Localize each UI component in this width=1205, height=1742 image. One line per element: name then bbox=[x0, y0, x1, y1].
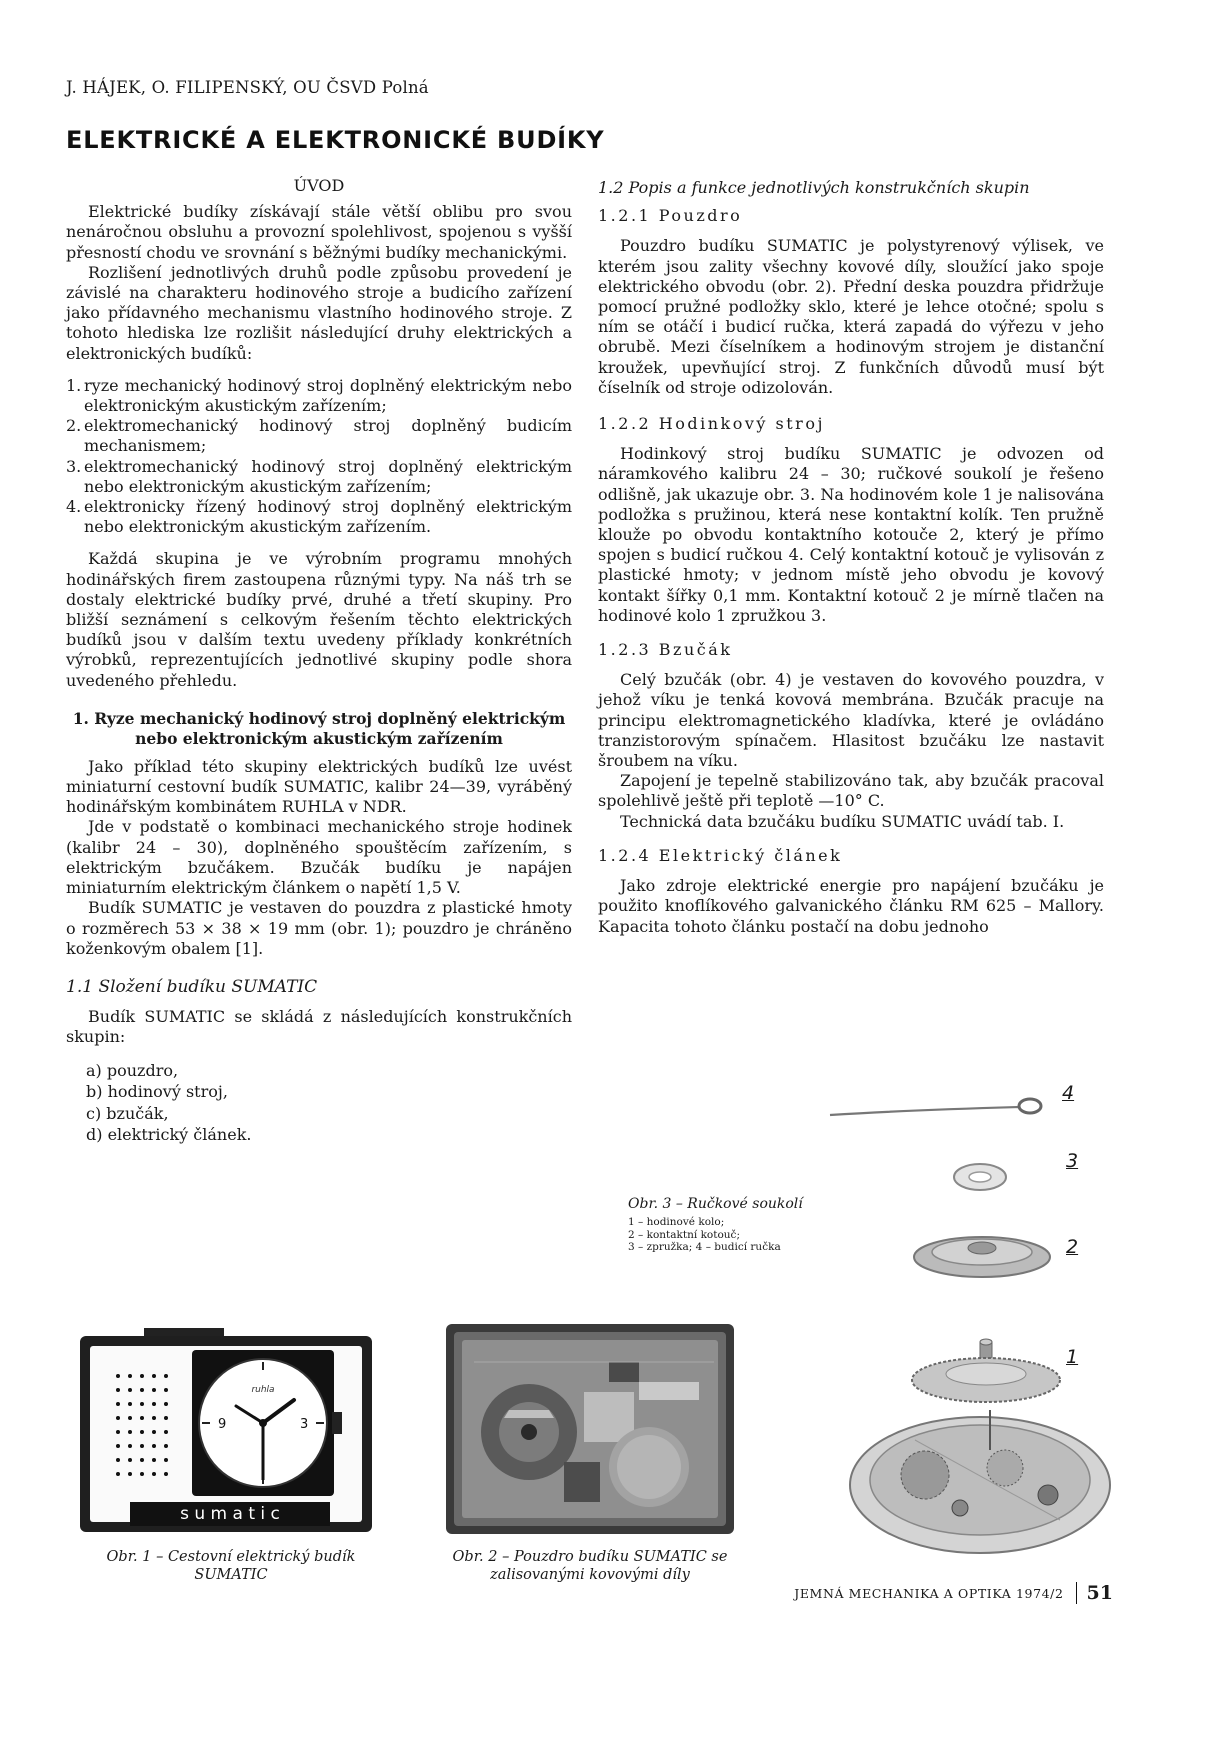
paragraph: Budík SUMATIC je vestaven do pouzdra z plastické hmoty o rozměrech 53 × 38 × 19 mm (obr. 1); pouzdro je chráněno koženkovým obalem [1]. bbox=[66, 898, 572, 958]
list-item: d) elektrický článek. bbox=[86, 1125, 252, 1145]
page-number: 51 bbox=[1086, 1582, 1113, 1604]
dial-number-3: 3 bbox=[300, 1417, 309, 1432]
page-footer bbox=[794, 1582, 1113, 1604]
paragraph: Rozlišení jednotlivých druhů podle způsobu provedení je závislé na charakteru hodinového stroje a budicího zařízení jako přídavného mechanismu vlastního hodinového stroje. Z tohoto hlediska lze rozlišit následující druhy elektrických a elektronických budíků: bbox=[66, 262, 572, 363]
list-item: 2. elektromechanický hodinový stroj doplněný budicím mechanismem; bbox=[66, 416, 572, 456]
subsection-heading: 1.2.4 Elektrický článek bbox=[598, 845, 843, 865]
list-item: a) pouzdro, bbox=[86, 1060, 179, 1080]
journal-name: JEMNÁ MECHANIKA A OPTIKA 1974/2 bbox=[794, 1585, 1064, 1601]
part-label-2: 2 bbox=[1066, 1236, 1079, 1258]
subsection-heading: 1.2 Popis a funkce jednotlivých konstrukčních skupin bbox=[598, 178, 1030, 197]
part-label-4: 4 bbox=[1062, 1082, 1075, 1104]
list-item: 1. ryze mechanický hodinový stroj doplněný elektrickým nebo elektronickým akustickým zařízením; bbox=[66, 375, 572, 416]
paragraph: Celý bzučák (obr. 4) je vestaven do kovového pouzdra, v jehož víku je tenká kovová membrána. Bzučák pracuje na principu elektromagnetického kladívka, které je ovládáno tranzistorovým spínačem. Hlasitost bzučáku lze nastavit šroubem na víku. bbox=[598, 670, 1104, 771]
case-illustration bbox=[444, 1322, 736, 1536]
paragraph: Pouzdro budíku SUMATIC je polystyrenový výlisek, ve kterém jsou zality všechny kovové díly, sloužící jako spoje elektrického obvodu (obr. 2). Přední deska pouzdra přidržuje pomocí pružné podložky sklo, které je lehce otočné; spolu s ním se otáčí i budicí ručka, která zapadá do výřezu v jeho obrubě. Mezi číselníkem a hodinovým strojem je distanční kroužek, upevňující stroj. Z funkčních důvodů musí být číselník od stroje odizolován. bbox=[598, 236, 1104, 397]
footer-divider bbox=[1076, 1582, 1077, 1604]
subsection-heading: 1.2.3 Bzučák bbox=[598, 640, 733, 660]
figure-caption-line: 2 – kontaktní kotouč; bbox=[628, 1228, 740, 1241]
subsection-heading: 1.2.1 Pouzdro bbox=[598, 206, 743, 226]
clock-band-label: s u m a t i c bbox=[180, 1504, 280, 1524]
figure-caption-line: 3 – zpružka; 4 – budicí ručka bbox=[628, 1241, 781, 1253]
group-list bbox=[66, 376, 572, 538]
subsection-heading: 1.2.2 Hodinkový stroj bbox=[598, 414, 825, 434]
component-list bbox=[86, 1060, 572, 1146]
paragraph: Každá skupina je ve výrobním programu mnohých hodinářských firem zastoupena různými typy. Na náš trh se dostaly elektrické budíky prvé, druhé a třetí skupiny. Pro bližší seznámení s celkovým řešením těchto elektrických budíků jsou v dalším textu uvedeny příklady konkrétních výrobků, reprezentujících jednotlivé skupiny podle shora uvedeného přehledu. bbox=[66, 549, 572, 690]
right-column bbox=[598, 178, 1104, 937]
figure-caption-title: Obr. 3 – Ručkové soukolí bbox=[628, 1196, 803, 1212]
figure-1-caption: Obr. 1 – Cestovní elektrický budík SUMATIC bbox=[106, 1549, 356, 1583]
figure-2-caption: Obr. 2 – Pouzdro budíku SUMATIC se zalisovanými kovovými díly bbox=[452, 1549, 728, 1583]
paragraph: Elektrické budíky získávají stále větší oblibu pro svou nenáročnou obsluhu a provozní spolehlivost, spojenou s vyšší přesností chodu ve srovnání s běžnými budíky mechanickými. bbox=[66, 202, 572, 262]
article-title: ELEKTRICKÉ A ELEKTRONICKÉ BUDÍKY bbox=[66, 126, 605, 154]
list-item: b) hodinový stroj, bbox=[86, 1082, 228, 1102]
intro-heading: ÚVOD bbox=[293, 176, 345, 195]
part-label-1: 1 bbox=[1066, 1346, 1079, 1368]
paragraph: Jde v podstatě o kombinaci mechanického stroje hodinek (kalibr 24 – 30), doplněného spouštěcím zařízením, s elektrickým bzučákem. Bzučák budíku je napájen miniaturním elektrickým článkem o napětí 1,5 V. bbox=[66, 817, 572, 898]
clock-brand: ruhla bbox=[251, 1385, 275, 1395]
section-heading: 1. Ryze mechanický hodinový stroj doplněný elektrickým nebo elektronickým akustickým zařízením bbox=[72, 708, 566, 748]
paragraph: Budík SUMATIC se skládá z následujících konstrukčních skupin: bbox=[66, 1007, 572, 1047]
paragraph: Jako příklad této skupiny elektrických budíků lze uvést miniaturní cestovní budík SUMATIC, kalibr 24—39, vyráběný hodinářským kombinátem RUHLA v NDR. bbox=[66, 756, 572, 817]
left-column bbox=[66, 176, 572, 1146]
paragraph: Technická data bzučáku budíku SUMATIC uvádí tab. I. bbox=[620, 811, 1065, 831]
paragraph: Zapojení je tepelně stabilizováno tak, aby bzučák pracoval spolehlivě ještě při teplotě —10° C. bbox=[598, 771, 1104, 811]
part-label-3: 3 bbox=[1066, 1150, 1079, 1172]
list-item: c) bzučák, bbox=[86, 1103, 169, 1123]
list-item: 4. elektronicky řízený hodinový stroj doplněný elektrickým nebo elektronickým akustickým zařízením. bbox=[66, 497, 572, 537]
list-item: 3. elektromechanický hodinový stroj doplněný elektrickým nebo elektronickým akustickým zařízením; bbox=[66, 456, 572, 496]
figure-caption-line: 1 – hodinové kolo; bbox=[628, 1216, 725, 1228]
paragraph: Jako zdroje elektrické energie pro napájení bzučáku je použito knoflíkového galvanického článku RM 625 – Mallory. Kapacita tohoto článku postačí na dobu jednoho bbox=[598, 876, 1104, 936]
alarm-clock-illustration bbox=[76, 1318, 376, 1540]
subsection-heading: 1.1 Složení budíku SUMATIC bbox=[66, 976, 318, 997]
authors: J. HÁJEK, O. FILIPENSKÝ, OU ČSVD Polná bbox=[66, 78, 429, 97]
paragraph: Hodinkový stroj budíku SUMATIC je odvozen od náramkového kalibru 24 – 30; ručkové soukolí je řešeno odlišně, jak ukazuje obr. 3. Na hodinovém kole 1 je nalisována podložka s pružinou, která nese kontaktní kolík. Ten pružně klouže po obvodu kontaktního kotouče 2, který je přímo spojen s budicí ručkou 4. Celý kontaktní kotouč je vylisován z plastické hmoty; v jednom místě jeho obvodu je kovový kontakt šířky 0,1 mm. Kontaktní kotouč 2 je mírně tlačen na hodinové kolo 1 zpružkou 3. bbox=[598, 444, 1104, 625]
dial-number-9: 9 bbox=[218, 1417, 227, 1432]
